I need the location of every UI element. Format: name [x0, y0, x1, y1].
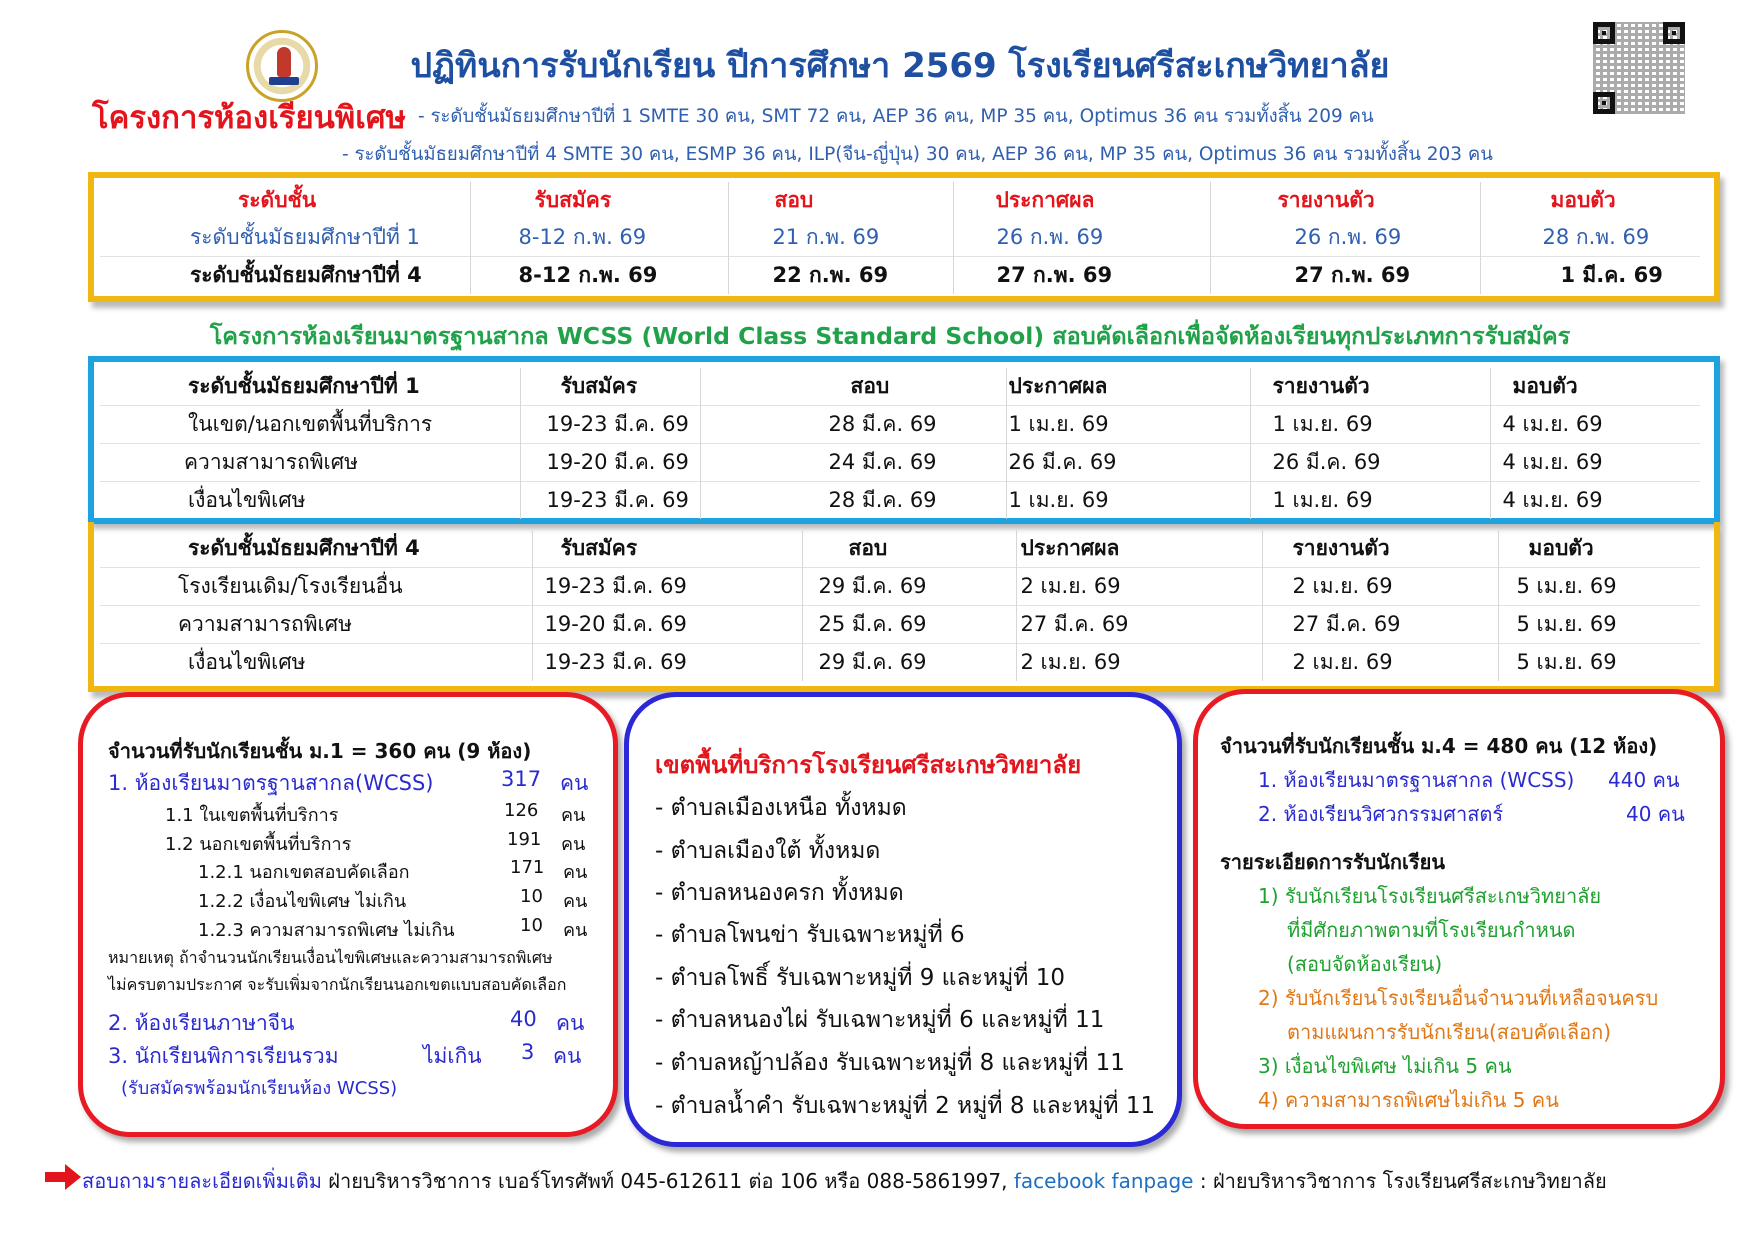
table-row [100, 444, 1700, 482]
table-row [100, 606, 1700, 644]
contact-footer [82, 1165, 1607, 1197]
table-header-row [100, 368, 1700, 406]
cell-report: 27 มี.ค. 69 [1262, 606, 1498, 644]
row-label: ความสามารถพิเศษ [100, 606, 532, 644]
col-header-apply: รับสมัคร [520, 368, 700, 406]
cell-announce: 26 มี.ค. 69 [1006, 444, 1250, 482]
m1-item-chinese-unit: คน [556, 1011, 585, 1035]
m1-item-talent-label: 1.2.3 ความสามารถพิเศษ ไม่เกิน [198, 920, 455, 941]
col-header-handover: มอบตัว [1490, 368, 1700, 406]
cell-apply: 19-23 มี.ค. 69 [532, 568, 802, 606]
m1-item-inclusive-label: 3. นักเรียนพิการเรียนรวม [108, 1044, 339, 1068]
col-header-apply: รับสมัคร [532, 530, 802, 568]
m1-item-inzone-unit: คน [561, 805, 586, 826]
m1-item-inclusive-note: (รับสมัครพร้อมนักเรียนห้อง WCSS) [121, 1078, 398, 1099]
table-row [100, 219, 1700, 257]
col-header-report: รายงานตัว [1210, 182, 1480, 219]
m1-item-exam-unit: คน [563, 862, 588, 883]
cell-handover: 5 เม.ย. 69 [1498, 568, 1700, 606]
cell-handover: 28 ก.พ. 69 [1480, 219, 1700, 257]
m4-item-wcss-value: 440 คน [1608, 768, 1680, 792]
table-row [100, 257, 1700, 295]
table-header-row [100, 530, 1700, 568]
row-label: ในเขต/นอกเขตพื้นที่บริการ [100, 406, 520, 444]
m1-item-outzone-label: 1.2 นอกเขตพื้นที่บริการ [165, 834, 352, 855]
service-area-panel [624, 692, 1182, 1147]
cell-handover: 1 มี.ค. 69 [1480, 257, 1700, 295]
m1-item-chinese-value: 40 [510, 1007, 537, 1031]
cell-handover: 5 เม.ย. 69 [1498, 644, 1700, 682]
m4-details-heading: รายระเอียดการรับนักเรียน [1220, 850, 1445, 874]
row-label: ความสามารถพิเศษ [100, 444, 520, 482]
cell-apply: 19-20 มี.ค. 69 [532, 606, 802, 644]
cell-apply: 19-23 มี.ค. 69 [520, 482, 700, 520]
qr-finder-bottom-left [1593, 92, 1615, 114]
m1-note-line1: หมายเหตุ ถ้าจำนวนนักเรียนเงื่อนไขพิเศษและความสามารถพิเศษ [108, 948, 553, 967]
cell-announce: 27 มี.ค. 69 [1016, 606, 1262, 644]
m1-item-inclusive-unit: คน [553, 1044, 582, 1068]
list-item: - ตำบลเมืองใต้ ทั้งหมด [655, 838, 881, 864]
col-header-report: รายงานตัว [1250, 368, 1490, 406]
m4-detail-1-line3: (สอบจัดห้องเรียน) [1287, 952, 1443, 976]
m1-item-special-cond-label: 1.2.2 เงื่อนไขพิเศษ ไม่เกิน [198, 891, 407, 912]
list-item: - ตำบลโพธิ์ รับเฉพาะหมู่ที่ 9 และหมู่ที่ 10 [655, 965, 1066, 991]
qr-code-icon[interactable] [1593, 22, 1685, 114]
m1-item-special-cond-unit: คน [563, 891, 588, 912]
facebook-link[interactable]: facebook fanpage [1013, 1169, 1194, 1193]
cell-handover: 4 เม.ย. 69 [1490, 406, 1700, 444]
m1-item-outzone-unit: คน [561, 834, 586, 855]
col-header-handover: มอบตัว [1498, 530, 1700, 568]
m1-quota-heading: จำนวนที่รับนักเรียนชั้น ม.1 = 360 คน (9 ห้อง) [108, 739, 532, 763]
wcss-m1-schedule-table [100, 368, 1700, 519]
cell-announce: 2 เม.ย. 69 [1016, 568, 1262, 606]
m1-item-inclusive-limit: ไม่เกิน [423, 1044, 482, 1068]
cell-apply: 8-12 ก.พ. 69 [470, 219, 728, 257]
m4-item-eng-label: 2. ห้องเรียนวิศวกรรมศาสตร์ [1258, 802, 1504, 826]
facebook-info: : ฝ่ายบริหารวิชาการ โรงเรียนศรีสะเกษวิทยาลัย [1193, 1169, 1607, 1193]
m4-item-wcss-label: 1. ห้องเรียนมาตรฐานสากล (WCSS) [1258, 768, 1575, 792]
list-item: - ตำบลหนองครก ทั้งหมด [655, 880, 904, 906]
row-label: เงื่อนไขพิเศษ [100, 482, 520, 520]
wcss-m4-schedule-table [100, 530, 1700, 681]
cell-apply: 19-20 มี.ค. 69 [520, 444, 700, 482]
list-item: - ตำบลหนองไผ่ รับเฉพาะหมู่ที่ 6 และหมู่ที่ 11 [655, 1007, 1105, 1033]
m4-item-eng-value: 40 คน [1626, 802, 1685, 826]
col-header-exam: สอบ [700, 368, 1006, 406]
cell-announce: 1 เม.ย. 69 [1006, 482, 1250, 520]
qr-finder-top-right [1663, 22, 1685, 44]
m1-item-talent-value: 10 [520, 915, 543, 936]
col-header-level: ระดับชั้น [238, 188, 317, 212]
qr-finder-top-left [1593, 22, 1615, 44]
m4-detail-2-line1: 2) รับนักเรียนโรงเรียนอื่นจำนวนที่เหลือจนครบ [1258, 986, 1659, 1010]
m1-item-exam-label: 1.2.1 นอกเขตสอบคัดเลือก [198, 862, 410, 883]
torch-emblem [277, 47, 291, 77]
m1-item-wcss-unit: คน [560, 771, 589, 795]
row-label: ระดับชั้นมัธยมศึกษาปีที่ 4 [100, 257, 470, 295]
table-row [100, 406, 1700, 444]
cell-apply: 19-23 มี.ค. 69 [520, 406, 700, 444]
col-header-exam: สอบ [802, 530, 1016, 568]
list-item: - ตำบลโพนข่า รับเฉพาะหมู่ที่ 6 [655, 922, 965, 948]
m1-item-wcss-label: 1. ห้องเรียนมาตรฐานสากล(WCSS) [108, 771, 434, 795]
cell-exam: 21 ก.พ. 69 [728, 219, 953, 257]
cell-report: 26 ก.พ. 69 [1210, 219, 1480, 257]
list-item: - ตำบลหญ้าปล้อง รับเฉพาะหมู่ที่ 8 และหมู่ที่ 11 [655, 1050, 1125, 1076]
m1-item-exam-value: 171 [510, 857, 545, 878]
m4-detail-4: 4) ความสามารถพิเศษไม่เกิน 5 คน [1258, 1088, 1559, 1112]
m1-item-inclusive-value: 3 [521, 1040, 535, 1064]
cell-exam: 28 มี.ค. 69 [700, 482, 1006, 520]
m1-item-inzone-value: 126 [504, 800, 539, 821]
m4-detail-1-line1: 1) รับนักเรียนโรงเรียนศรีสะเกษวิทยาลัย [1258, 884, 1602, 908]
cell-announce: 27 ก.พ. 69 [953, 257, 1210, 295]
m1-item-special-cond-value: 10 [520, 886, 543, 907]
col-header-announce: ประกาศผล [953, 182, 1210, 219]
m4-quota-panel [1193, 689, 1725, 1129]
cell-apply: 19-23 มี.ค. 69 [532, 644, 802, 682]
special-program-m1-line: - ระดับชั้นมัธยมศึกษาปีที่ 1 SMTE 30 คน, SMT 72 คน, AEP 36 คน, MP 35 คน, Optimus 36 คน รวมทั้งสิ้น 209 คน [418, 106, 1374, 127]
table-row [100, 482, 1700, 520]
row-label: โรงเรียนเดิม/โรงเรียนอื่น [100, 568, 532, 606]
m4-detail-1-line2: ที่มีศักยภาพตามที่โรงเรียนกำหนด [1287, 918, 1576, 942]
cell-handover: 4 เม.ย. 69 [1490, 482, 1700, 520]
m1-item-talent-unit: คน [563, 920, 588, 941]
list-item: - ตำบลน้ำคำ รับเฉพาะหมู่ที่ 2 หมู่ที่ 8 และหมู่ที่ 11 [655, 1093, 1156, 1119]
cell-report: 2 เม.ย. 69 [1262, 644, 1498, 682]
cell-report: 1 เม.ย. 69 [1250, 482, 1490, 520]
cell-handover: 5 เม.ย. 69 [1498, 606, 1700, 644]
m1-note-line2: ไม่ครบตามประกาศ จะรับเพิ่มจากนักเรียนนอกเขตแบบสอบคัดเลือก [108, 975, 567, 994]
arrow-right-icon [45, 1164, 81, 1190]
cell-announce: 1 เม.ย. 69 [1006, 406, 1250, 444]
cell-exam: 29 มี.ค. 69 [802, 568, 1016, 606]
m1-item-inzone-label: 1.1 ในเขตพื้นที่บริการ [165, 805, 339, 826]
m1-item-wcss-value: 317 [501, 767, 542, 791]
cell-exam: 29 มี.ค. 69 [802, 644, 1016, 682]
cell-report: 2 เม.ย. 69 [1262, 568, 1498, 606]
col-header-level: ระดับชั้นมัธยมศึกษาปีที่ 4 [188, 536, 420, 560]
wcss-heading: โครงการห้องเรียนมาตรฐานสากล WCSS (World Class Standard School) สอบคัดเลือกเพื่อจัดห้องเรียนทุกประเภทการรับสมัคร [209, 322, 1571, 350]
row-label: ระดับชั้นมัธยมศึกษาปีที่ 1 [190, 225, 420, 249]
special-program-heading: โครงการห้องเรียนพิเศษ [92, 100, 406, 136]
col-header-announce: ประกาศผล [1016, 530, 1262, 568]
col-header-exam: สอบ [728, 182, 953, 219]
special-program-schedule-table [100, 182, 1700, 294]
cell-report: 27 ก.พ. 69 [1210, 257, 1480, 295]
m1-item-outzone-value: 191 [507, 829, 542, 850]
m1-item-chinese-label: 2. ห้องเรียนภาษาจีน [108, 1011, 295, 1035]
cell-report: 1 เม.ย. 69 [1250, 406, 1490, 444]
m4-detail-3: 3) เงื่อนไขพิเศษ ไม่เกิน 5 คน [1258, 1054, 1512, 1078]
table-row [100, 644, 1700, 682]
m4-quota-heading: จำนวนที่รับนักเรียนชั้น ม.4 = 480 คน (12 ห้อง) [1220, 734, 1658, 758]
col-header-report: รายงานตัว [1262, 530, 1498, 568]
cell-announce: 2 เม.ย. 69 [1016, 644, 1262, 682]
cell-report: 26 มี.ค. 69 [1250, 444, 1490, 482]
service-area-heading: เขตพื้นที่บริการโรงเรียนศรีสะเกษวิทยาลัย [655, 751, 1082, 779]
table-header-row [100, 182, 1700, 219]
list-item: - ตำบลเมืองเหนือ ทั้งหมด [655, 795, 907, 821]
cell-exam: 28 มี.ค. 69 [700, 406, 1006, 444]
col-header-announce: ประกาศผล [1006, 368, 1250, 406]
m4-detail-2-line2: ตามแผนการรับนักเรียน(สอบคัดเลือก) [1287, 1020, 1612, 1044]
cell-announce: 26 ก.พ. 69 [953, 219, 1210, 257]
col-header-level: ระดับชั้นมัธยมศึกษาปีที่ 1 [188, 374, 420, 398]
contact-info: ฝ่ายบริหารวิชาการ เบอร์โทรศัพท์ 045-612611 ต่อ 106 หรือ 088-5861997, [321, 1169, 1014, 1193]
col-header-apply: รับสมัคร [470, 182, 728, 219]
cell-apply: 8-12 ก.พ. 69 [470, 257, 728, 295]
contact-label: สอบถามรายละเอียดเพิ่มเติม [82, 1169, 322, 1193]
m1-quota-panel [78, 692, 618, 1137]
row-label: เงื่อนไขพิเศษ [100, 644, 532, 682]
cell-exam: 22 ก.พ. 69 [728, 257, 953, 295]
col-header-handover: มอบตัว [1480, 182, 1700, 219]
emblem-base [269, 77, 299, 85]
cell-handover: 4 เม.ย. 69 [1490, 444, 1700, 482]
cell-exam: 25 มี.ค. 69 [802, 606, 1016, 644]
cell-exam: 24 มี.ค. 69 [700, 444, 1006, 482]
table-row [100, 568, 1700, 606]
special-program-m4-line: - ระดับชั้นมัธยมศึกษาปีที่ 4 SMTE 30 คน, ESMP 36 คน, ILP(จีน-ญี่ปุ่น) 30 คน, AEP 36 คน, MP 35 คน, Optimus 36 คน รวมทั้งสิ้น 203 คน [342, 144, 1493, 165]
page-title: ปฏิทินการรับนักเรียน ปีการศึกษา 2569 โรงเรียนศรีสะเกษวิทยาลัย [410, 46, 1390, 86]
